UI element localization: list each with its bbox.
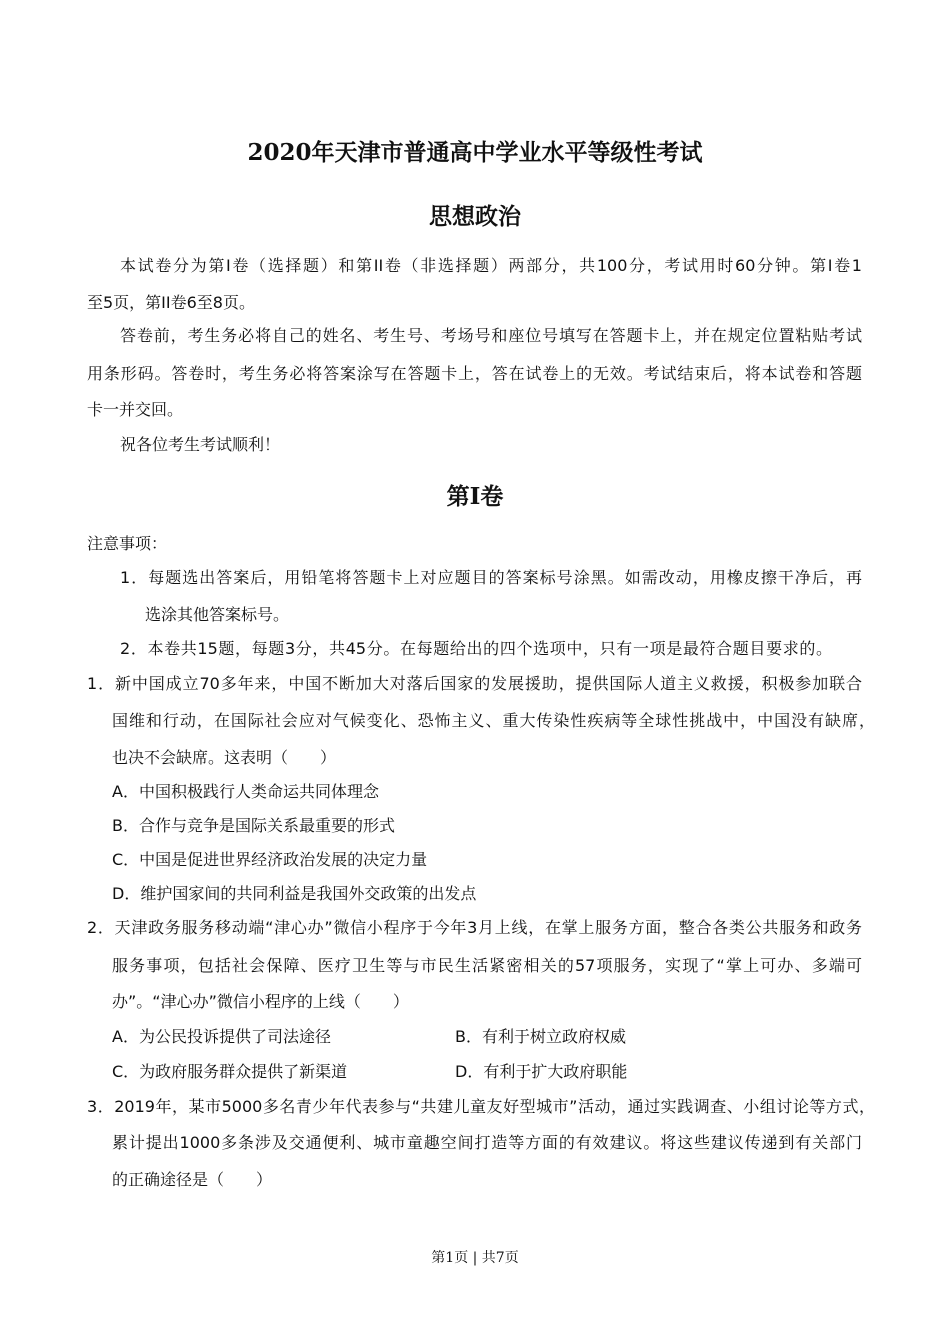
- subject-title: 思想政治: [429, 204, 521, 230]
- question-2-option-c: C．为政府服务群众提供了新渠道: [112, 1062, 348, 1081]
- question-3-line-3: 的正确途径是（ ）: [112, 1170, 273, 1189]
- question-2-option-a: A．为公民投诉提供了司法途径: [112, 1027, 331, 1046]
- question-2-line-1: 2．天津政务服务移动端“津心办”微信小程序于今年3月上线，在掌上服务方面，整合各类公共服务和政务: [87, 918, 862, 937]
- question-1-option-c: C．中国是促进世界经济政治发展的决定力量: [112, 850, 428, 869]
- question-1-option-d: D．维护国家间的共同利益是我国外交政策的出发点: [112, 884, 477, 903]
- intro-paragraph-1-line-1: 本试卷分为第I卷（选择题）和第II卷（非选择题）两部分，共100分，考试用时60分钟。第I卷1: [120, 256, 862, 275]
- note-1-line-1: 1．每题选出答案后，用铅笔将答题卡上对应题目的答案标号涂黑。如需改动，用橡皮擦干净后，再: [120, 568, 862, 587]
- question-2-option-b: B．有利于树立政府权威: [455, 1027, 626, 1046]
- question-1-line-3: 也决不会缺席。这表明（ ）: [112, 748, 337, 767]
- question-2-line-2: 服务事项，包括社会保障、医疗卫生等与市民生活紧密相关的57项服务，实现了“掌上可办、多端可: [112, 956, 862, 975]
- question-1-option-b: B．合作与竞争是国际关系最重要的形式: [112, 816, 395, 835]
- question-1-line-1: 1．新中国成立70多年来，中国不断加大对落后国家的发展援助，提供国际人道主义救援，积极参加联合: [87, 674, 862, 693]
- intro-paragraph-2-line-2: 用条形码。答卷时，考生务必将答案涂写在答题卡上，答在试卷上的无效。考试结束后，将本试卷和答题: [87, 364, 862, 383]
- question-1-line-2: 国维和行动，在国际社会应对气候变化、恐怖主义、重大传染性疾病等全球性挑战中，中国没有缺席，: [112, 711, 875, 730]
- page-footer: 第1页 | 共7页: [431, 1250, 519, 1266]
- notes-label: 注意事项：: [87, 534, 168, 553]
- question-3-line-1: 3．2019年，某市5000多名青少年代表参与“共建儿童友好型城市”活动，通过实践调查、小组讨论等方式，: [87, 1097, 875, 1116]
- intro-paragraph-3: 祝各位考生考试顺利！: [120, 435, 281, 454]
- question-2-option-d: D．有利于扩大政府职能: [455, 1062, 628, 1081]
- note-2: 2．本卷共15题，每题3分，共45分。在每题给出的四个选项中，只有一项是最符合题目要求的。: [120, 639, 832, 658]
- intro-paragraph-1-line-2: 至5页，第II卷6至8页。: [87, 293, 255, 312]
- question-3-line-2: 累计提出1000多条涉及交通便利、城市童趣空间打造等方面的有效建议。将这些建议传递到有关部门: [112, 1133, 862, 1152]
- question-2-line-3: 办”。“津心办”微信小程序的上线（ ）: [112, 992, 409, 1011]
- intro-paragraph-2-line-3: 卡一并交回。: [87, 400, 184, 419]
- exam-title: 2020年天津市普通高中学业水平等级性考试: [247, 139, 703, 166]
- intro-paragraph-2-line-1: 答卷前，考生务必将自己的姓名、考生号、考场号和座位号填写在答题卡上，并在规定位置粘贴考试: [120, 326, 862, 345]
- question-1-option-a: A．中国积极践行人类命运共同体理念: [112, 782, 379, 801]
- note-1-line-2: 选涂其他答案标号。: [145, 605, 290, 624]
- section-title: 第I卷: [446, 483, 504, 510]
